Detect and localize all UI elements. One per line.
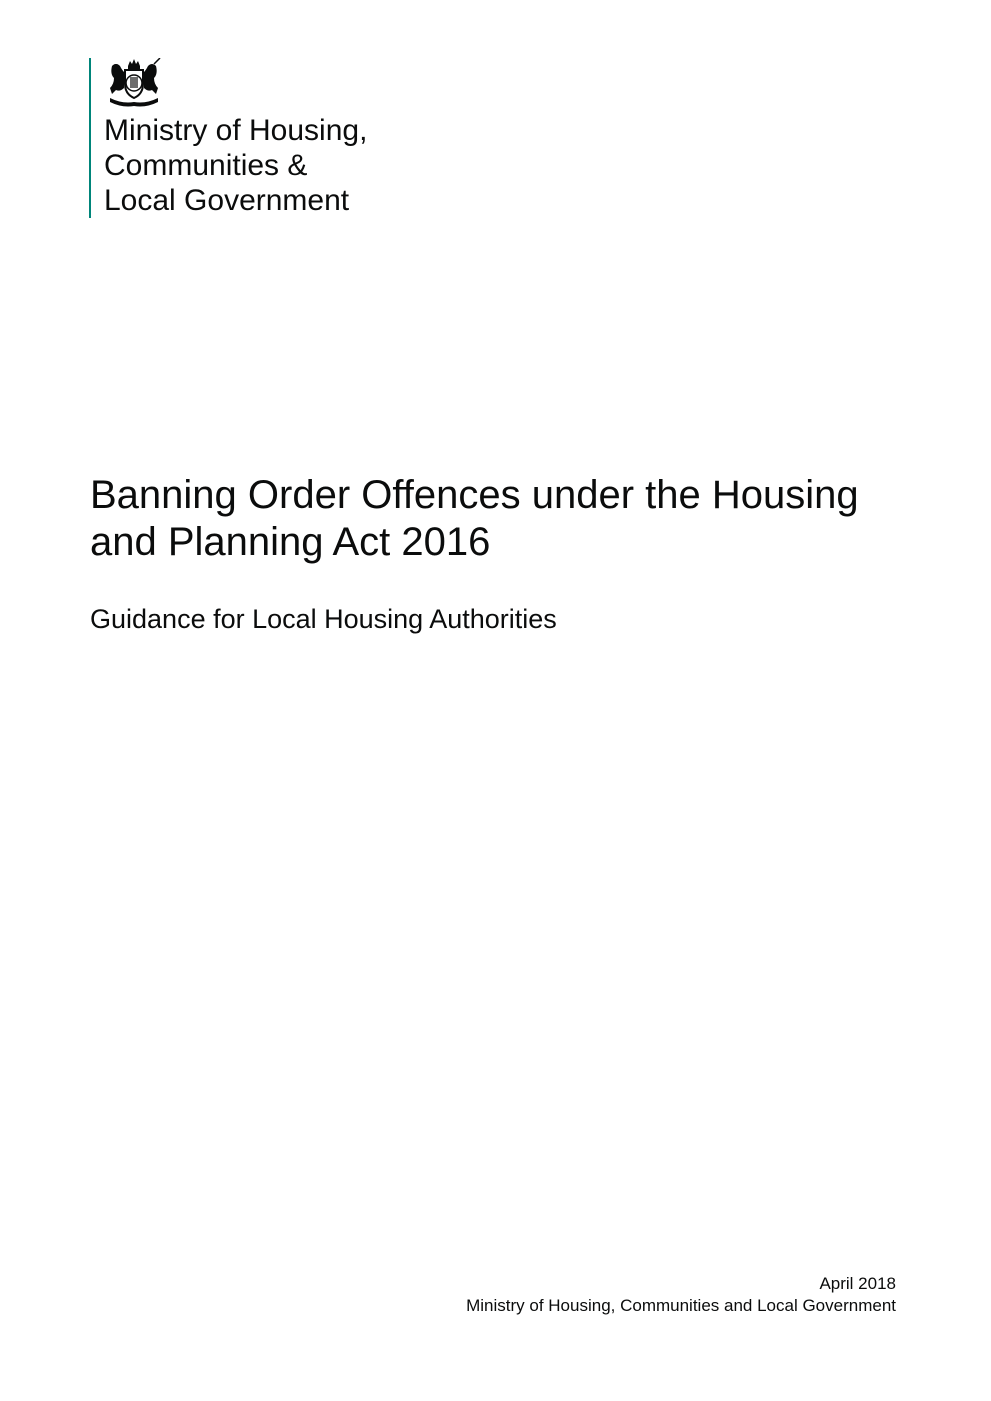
organisation-name	[104, 113, 367, 218]
title-line-2: and Planning Act 2016	[90, 520, 491, 564]
publication-date: April 2018	[819, 1274, 896, 1293]
publisher-name: Ministry of Housing, Communities and Local Government	[466, 1296, 896, 1315]
department-logo	[89, 58, 368, 218]
title-line-1: Banning Order Offences under the Housing	[90, 473, 859, 517]
document-subtitle: Guidance for Local Housing Authorities	[90, 604, 557, 634]
royal-coat-of-arms-icon	[104, 58, 164, 108]
org-name-line-1: Ministry of Housing,	[104, 114, 368, 147]
org-name-line-3: Local Government	[104, 184, 350, 217]
document-title	[90, 472, 859, 566]
org-name-line-2: Communities &	[104, 149, 308, 182]
publication-footer	[466, 1273, 896, 1317]
